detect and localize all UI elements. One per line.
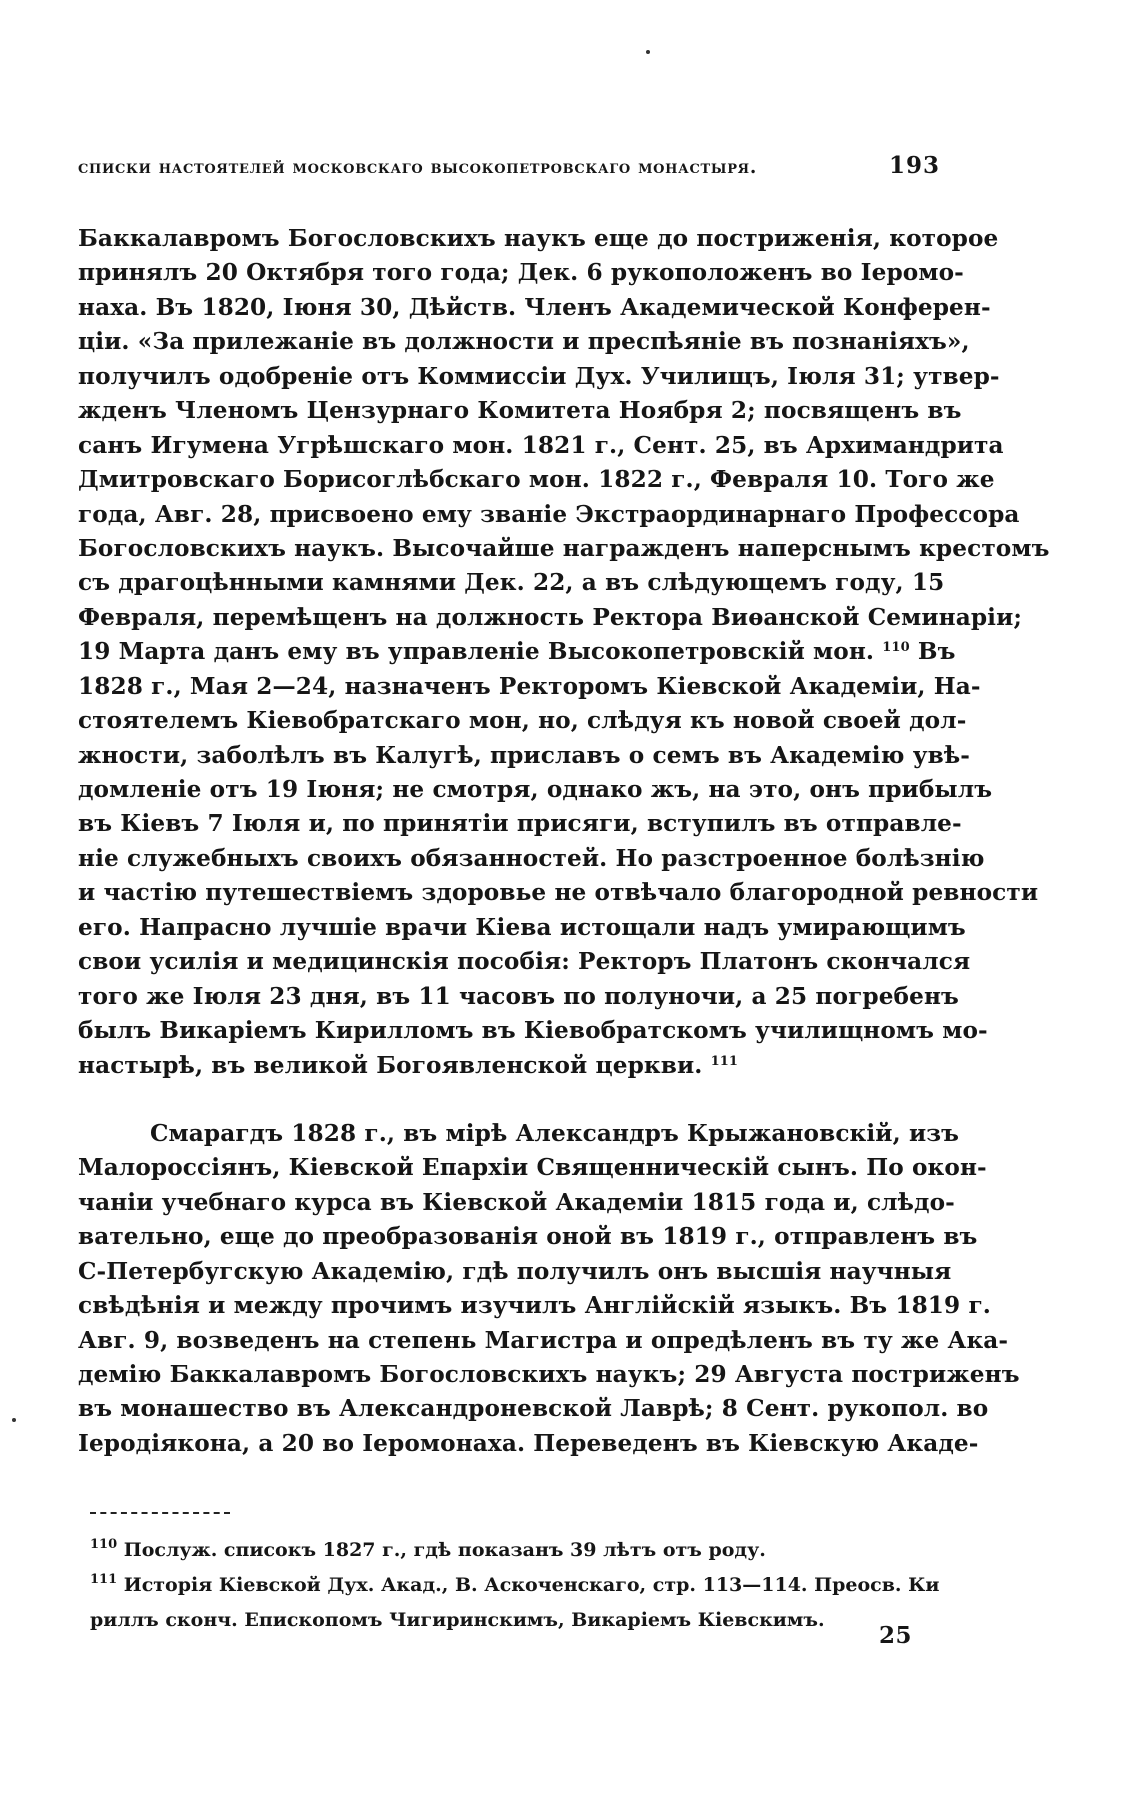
text-line: [78, 1049, 940, 1083]
text-line: Дмитровскаго Борисоглѣбскаго мон. 1822 г., Февраля 10. Того же: [78, 466, 995, 494]
text-line: Февраля, перемѣщенъ на должность Ректора Виѳанской Семинаріи;: [78, 603, 1023, 631]
text-line: домленіе отъ 19 Іюня; не смотря, однако жъ, на это, онъ прибылъ: [78, 776, 993, 803]
paragraph-1: [78, 222, 1050, 1083]
text-line: С-Петербугскую Академію, гдѣ получилъ онъ высшія научныя: [78, 1257, 952, 1285]
text-line: свои усилія и медицинскія пособія: Ректоръ Платонъ скончался: [78, 948, 971, 976]
text-line: [78, 635, 956, 669]
text-line: свѣдѣнія и между прочимъ изучилъ Англійскій языкъ. Въ 1819 г.: [78, 1292, 991, 1320]
footnotes: [90, 1533, 940, 1638]
footnote-110: [90, 1533, 930, 1568]
running-header: [78, 152, 940, 179]
text-line: получилъ одобреніе отъ Коммиссіи Дух. Училищъ, Іюля 31; утвер-: [78, 362, 1000, 390]
paragraph-2: [78, 1117, 1020, 1461]
footnote-ref-110[interactable]: 110: [882, 640, 910, 656]
text-line: съ драгоцѣнными камнями Дек. 22, а въ слѣдующемъ году, 15: [78, 569, 945, 597]
footnote-marker: 111: [90, 1572, 118, 1587]
text-line: того же Іюля 23 дня, въ 11 часовъ по полуночи, а 25 погребенъ: [78, 982, 959, 1010]
text-line: наха. Въ 1820, Іюня 30, Дѣйств. Членъ Академической Конферен-: [78, 293, 991, 321]
line-text: 19 Марта данъ ему въ управленіе Высокопетровскій мон.: [78, 638, 875, 666]
text-line: жности, заболѣлъ въ Калугѣ, приславъ о семъ въ Академію увѣ-: [78, 741, 971, 769]
text-line: санъ Игумена Угрѣшскаго мон. 1821 г., Сент. 25, въ Архимандрита: [78, 431, 1004, 459]
footnote-text: Послуж. списокъ 1827 г., гдѣ показанъ 39 лѣтъ отъ роду.: [123, 1539, 766, 1561]
line-text: Въ: [917, 638, 956, 666]
footnote-separator: [90, 1512, 230, 1514]
page-number: 193: [888, 152, 940, 179]
text-line: Баккалавромъ Богословскихъ наукъ еще до постриженія, которое: [78, 225, 999, 252]
text-line: Іеродіякона, а 20 во Іеромонаха. Переведенъ въ Кіевскую Акаде-: [78, 1429, 979, 1457]
running-title: списки настоятелей московскаго высокопетровскаго монастыря.: [78, 157, 757, 178]
text-line: чаніи учебнаго курса въ Кіевской Академіи 1815 года и, слѣдо-: [78, 1188, 955, 1216]
text-line: Богословскихъ наукъ. Высочайше награжденъ наперснымъ крестомъ: [78, 534, 1050, 562]
text-line: ніе служебныхъ своихъ обязанностей. Но разстроенное болѣзнію: [78, 844, 985, 872]
footnote-text: Исторія Кіевской Дух. Акад., В. Аскоченскаго, стр. 113—114. Преосв. Ки: [123, 1574, 940, 1596]
text-line: и частію путешествіемъ здоровье не отвѣчало благородной ревности: [78, 879, 1039, 907]
text-line: его. Напрасно лучшіе врачи Кіева истощали надъ умирающимъ: [78, 913, 966, 941]
footnote-111-cont: риллъ сконч. Епископомъ Чигиринскимъ, Викаріемъ Кіевскимъ.: [90, 1609, 825, 1631]
scan-speck: [646, 50, 650, 54]
text-line: вательно, еще до преобразованія оной въ 1819 г., отправленъ въ: [78, 1223, 978, 1251]
line-text: настырѣ, въ великой Богоявленской церкви.: [78, 1051, 703, 1079]
paragraph-spacer: [78, 1083, 940, 1117]
footnote-marker: 110: [90, 1537, 118, 1552]
text-line: стоятелемъ Кіевобратскаго мон, но, слѣдуя къ новой своей дол-: [78, 707, 967, 735]
text-line: принялъ 20 Октября того года; Дек. 6 рукоположенъ во Іеромо-: [78, 259, 964, 287]
text-line: 1828 г., Мая 2—24, назначенъ Ректоромъ Кіевской Академіи, На-: [78, 672, 981, 700]
text-line: года, Авг. 28, присвоено ему званіе Экстраординарнаго Профессора: [78, 500, 1020, 528]
text-line: былъ Викаріемъ Кирилломъ въ Кіевобратскомъ училищномъ мо-: [78, 1017, 988, 1045]
footnote-111: [90, 1568, 940, 1603]
scan-speck: [12, 1418, 16, 1422]
text-line: въ Кіевъ 7 Іюля и, по принятіи присяги, вступилъ въ отправле-: [78, 810, 962, 838]
text-line: ціи. «За прилежаніе въ должности и преспѣяніе въ познаніяхъ»,: [78, 328, 970, 356]
text-line: жденъ Членомъ Цензурнаго Комитета Ноября 2; посвященъ въ: [78, 397, 962, 425]
text-line: Малороссіянъ, Кіевской Епархіи Священническій сынъ. По окон-: [78, 1154, 987, 1182]
main-text: [78, 222, 1050, 1461]
text-line: Авг. 9, возведенъ на степень Магистра и опредѣленъ въ ту же Ака-: [78, 1326, 1009, 1354]
text-line: демію Баккалавромъ Богословскихъ наукъ; 29 Августа постриженъ: [78, 1361, 1020, 1388]
signature-mark: 25: [878, 1622, 912, 1649]
text-line: Смарагдъ 1828 г., въ мірѣ Александръ Крыжановскій, изъ: [150, 1119, 960, 1147]
footnote-ref-111[interactable]: 111: [710, 1053, 739, 1069]
text-line: въ монашество въ Александроневской Лаврѣ; 8 Сент. рукопол. во: [78, 1395, 989, 1423]
